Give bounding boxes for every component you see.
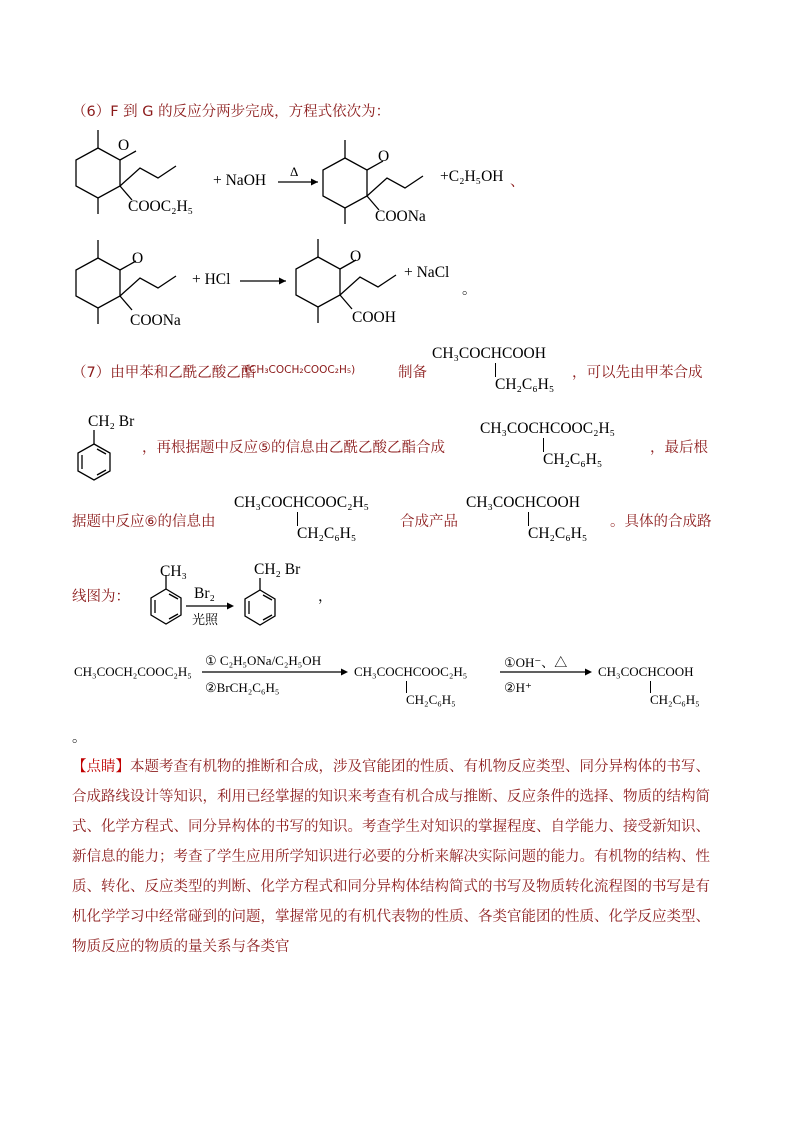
comment-text: 本题考查有机物的推断和合成，涉及官能团的性质、有机物反应类型、同分异构体的书写、合成路线设计等知识，利用已经掌握的知识来考查有机合成与推断、反应条件的选择、物质的结构简式、化学方程式、同分异构体的书写的知识。考查学生对知识的掌握程度、自学能力、接受新知识、新信息的能力；考查了学生应用所学知识进行必要的分析来解决实际问题的能力。有机物的结构、性质、转化、反应类型的判断、化学方程式和同分异构体结构简式的书写及物质转化流程图的书写是有机化学学习中经常碰到的问题，掌握常见的有机代表物的性质、各类官能团的性质、化学反应类型、物质反应的物质的量关系与各类官 <box>72 759 710 955</box>
arrow-reagent-br2: Br₂ <box>194 585 215 602</box>
line3-ester-sub: CH₂C₆H₅ <box>297 525 357 542</box>
route-end-mark: 。 <box>72 730 87 746</box>
q7-line2-suffix: ，最后根 <box>650 440 708 456</box>
comment-paragraph <box>72 752 722 962</box>
eq1-heat-symbol: Δ <box>290 164 299 179</box>
line3-acid-sub: CH₂C₆H₅ <box>528 525 588 542</box>
ester-formula-sub: CH₂C₆H₅ <box>543 451 603 468</box>
route-end-sub: CH₂C₆H₅ <box>650 692 700 707</box>
route-step2-top: ①OH⁻、△ <box>504 655 568 670</box>
q7-line1-mid: 制备 <box>398 365 427 381</box>
q7-line4-suffix: ， <box>318 589 333 605</box>
eq2-reagent: + HCl <box>192 271 231 288</box>
line3-acid-top: CH₃COCHCOOH <box>466 494 580 511</box>
eq2-end: 。 <box>462 282 477 298</box>
q7-line4-prefix: 线图为： <box>72 589 130 605</box>
route-start: CH₃COCH₂COOC₂H₅ <box>74 664 192 679</box>
eq1-byproduct: +C₂H₅OH <box>440 168 504 185</box>
route-mid-top: CH₃COCHCOOC₂H₅ <box>354 664 468 679</box>
route-step1-bottom: ②BrCH₂C₆H₅ <box>205 680 280 695</box>
q7-line2-text: ，再根据题中反应⑤的信息由乙酰乙酸乙酯合成 <box>142 440 445 456</box>
route-end-top: CH₃COCHCOOH <box>598 664 694 679</box>
eq1-product-oxygen: O <box>378 148 390 165</box>
q6-intro: （6）F 到 G 的反应分两步完成，方程式依次为： <box>72 104 391 120</box>
eq1-product-salt: COONa <box>375 208 426 225</box>
q7-line1-prefix: （7）由甲苯和乙酰乙酸乙酯 <box>72 365 256 381</box>
q7-line3-mid: 合成产品 <box>400 514 458 530</box>
eq2-ketone-oxygen: O <box>132 250 144 267</box>
target-formula-top: CH₃COCHCOOH <box>432 345 546 362</box>
q7-line3-prefix: 据题中反应⑥的信息由 <box>72 514 216 530</box>
q7-line3-suffix: 。具体的合成路 <box>610 514 712 530</box>
eq1-reagent: + NaOH <box>213 172 267 189</box>
eq2-product-oxygen: O <box>350 248 362 265</box>
route-mid-sub: CH₂C₆H₅ <box>406 692 456 707</box>
eq1-separator: 、 <box>510 174 525 190</box>
eq2-product-acid: COOH <box>352 309 396 326</box>
line4-benzyl-label: CH₂ Br <box>254 561 301 578</box>
benzyl-bromide-label: CH₂ Br <box>88 413 135 430</box>
toluene-label: CH₃ <box>160 563 187 580</box>
target-formula-sub: CH₂C₆H₅ <box>495 376 555 393</box>
eq2-salt-group: COONa <box>130 312 181 329</box>
ester-formula-top: CH₃COCHCOOC₂H₅ <box>480 420 616 437</box>
eq2-byproduct: + NaCl <box>404 264 450 281</box>
eq1-ketone-oxygen: O <box>118 137 130 154</box>
q7-line1-formula: (CH₃COCH₂COOC₂H₅) <box>245 364 356 376</box>
q7-line1-suffix: ，可以先由甲苯合成 <box>572 365 703 381</box>
arrow-condition-light: 光照 <box>192 613 219 628</box>
eq1-ester-group: COOC₂H₅ <box>128 198 194 215</box>
route-step2-bottom: ②H⁺ <box>504 680 532 695</box>
comment-tag: 【点睛】 <box>72 759 130 775</box>
route-step1-top: ① C₂H₅ONa/C₂H₅OH <box>205 653 322 668</box>
line3-ester-top: CH₃COCHCOOC₂H₅ <box>234 494 370 511</box>
